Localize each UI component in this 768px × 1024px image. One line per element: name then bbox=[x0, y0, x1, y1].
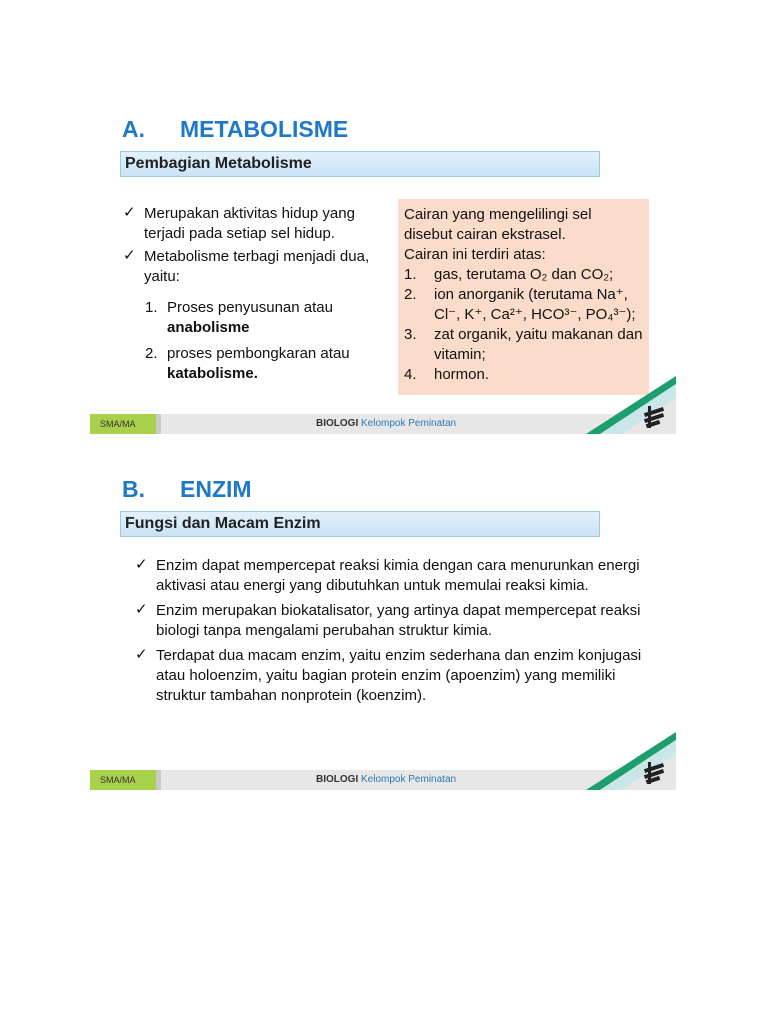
checkmark-icon: ✓ bbox=[123, 247, 136, 264]
info-box bbox=[398, 199, 649, 395]
check-item bbox=[132, 556, 642, 596]
slide-metabolisme bbox=[90, 108, 676, 434]
subheading-bar: Fungsi dan Macam Enzim bbox=[120, 511, 600, 537]
check-item bbox=[120, 204, 378, 244]
section-number: A. bbox=[122, 116, 145, 142]
publisher-logo-icon bbox=[586, 732, 676, 790]
checkmark-icon: ✓ bbox=[123, 204, 136, 221]
section-number: B. bbox=[122, 476, 145, 502]
check-text: Enzim merupakan biokatalisator, yang artinya dapat mempercepat reaksi biologi tanpa mengalami perubahan struktur kimia. bbox=[156, 602, 641, 639]
footer-title bbox=[316, 770, 456, 790]
checkmark-icon: ✓ bbox=[135, 556, 148, 573]
footer-subject: BIOLOGI bbox=[316, 774, 359, 785]
check-list bbox=[120, 204, 378, 290]
box-intro: Cairan yang mengelilingi sel disebut cairan ekstrasel. bbox=[404, 206, 592, 243]
footer-subtitle: Kelompok Peminatan bbox=[361, 418, 457, 429]
item-text: gas, terutama O₂ dan CO₂; bbox=[434, 266, 614, 283]
item-text: zat organik, yaitu makanan dan vitamin; bbox=[434, 326, 643, 363]
check-list bbox=[132, 556, 642, 711]
item-number: 1. bbox=[404, 266, 417, 283]
item-bold-term: anabolisme bbox=[167, 319, 250, 336]
item-bold-term: katabolisme. bbox=[167, 365, 258, 382]
item-text: ion anorganik (terutama Na⁺, Cl⁻, K⁺, Ca²⁺, HCO³⁻, PO₄³⁻); bbox=[434, 286, 636, 323]
check-item bbox=[132, 601, 642, 641]
footer-subject: BIOLOGI bbox=[316, 418, 359, 429]
section-title: METABOLISME bbox=[180, 116, 349, 142]
check-text: Merupakan aktivitas hidup yang terjadi pada setiap sel hidup. bbox=[144, 205, 355, 242]
box-lead: Cairan ini terdiri atas: bbox=[404, 246, 546, 263]
item-number: 2. bbox=[404, 286, 417, 303]
item-text: proses pembongkaran atau bbox=[167, 345, 350, 362]
checkmark-icon: ✓ bbox=[135, 601, 148, 618]
level-tag: SMA/MA bbox=[90, 770, 156, 790]
footer-subtitle: Kelompok Peminatan bbox=[361, 774, 457, 785]
box-item bbox=[404, 325, 643, 365]
numbered-list bbox=[145, 298, 385, 390]
box-item bbox=[404, 265, 643, 285]
section-title: ENZIM bbox=[180, 476, 252, 502]
footer-title bbox=[316, 414, 456, 434]
numbered-item bbox=[145, 298, 385, 338]
check-text: Terdapat dua macam enzim, yaitu enzim sederhana dan enzim konjugasi atau holoenzim, yaitu bagian protein enzim (apoenzim) yang memiliki struktur tambahan nonprotein (koenzim). bbox=[156, 647, 642, 704]
slide-enzim bbox=[90, 468, 676, 790]
item-number: 3. bbox=[404, 326, 417, 343]
box-list bbox=[404, 265, 643, 385]
item-number: 1. bbox=[145, 299, 158, 316]
section-heading bbox=[122, 476, 252, 503]
divider bbox=[156, 770, 161, 790]
check-text: Metabolisme terbagi menjadi dua, yaitu: bbox=[144, 248, 370, 285]
checkmark-icon: ✓ bbox=[135, 646, 148, 663]
item-number: 2. bbox=[145, 345, 158, 362]
item-number: 4. bbox=[404, 366, 417, 383]
item-text: hormon. bbox=[434, 366, 490, 383]
publisher-logo-icon bbox=[586, 376, 676, 434]
check-item bbox=[132, 646, 642, 706]
level-tag: SMA/MA bbox=[90, 414, 156, 434]
subheading-bar: Pembagian Metabolisme bbox=[120, 151, 600, 177]
check-text: Enzim dapat mempercepat reaksi kimia dengan cara menurunkan energi aktivasi atau energi yang dibutuhkan untuk memulai reaksi kimia. bbox=[156, 557, 640, 594]
item-text: Proses penyusunan atau bbox=[167, 299, 333, 316]
divider bbox=[156, 414, 161, 434]
numbered-item bbox=[145, 344, 385, 384]
check-item bbox=[120, 247, 378, 287]
box-item bbox=[404, 285, 643, 325]
section-heading bbox=[122, 116, 348, 143]
